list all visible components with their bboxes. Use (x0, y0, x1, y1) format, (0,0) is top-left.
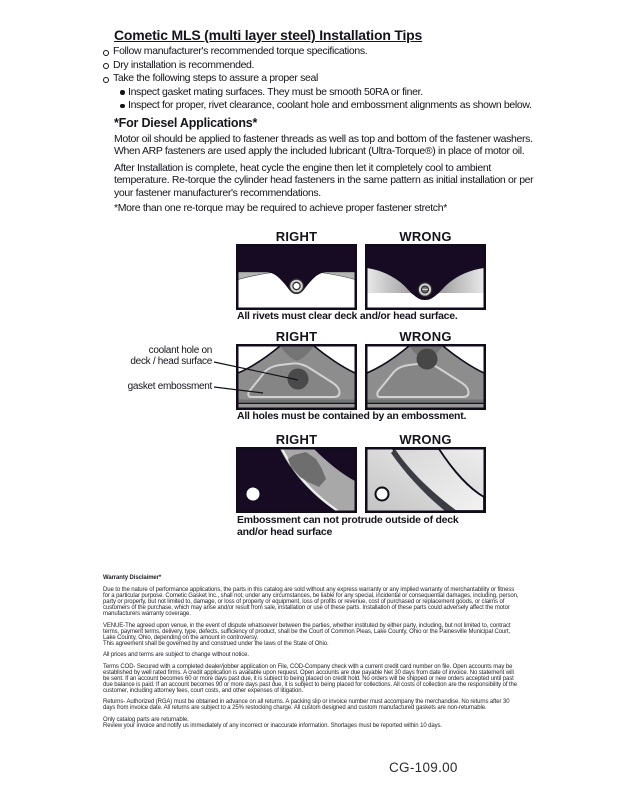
tip-text: Dry installation is recommended. (113, 58, 255, 71)
right-label: RIGHT (275, 432, 318, 447)
filled-bullet-icon (120, 90, 125, 95)
right-label: RIGHT (275, 329, 318, 344)
warranty-paragraph: VENUE-The agreed upon venue, in the event of dispute whatsoever between the parties, whether instituted by either party, including, but not limited to, contract terms, payment terms, delivery, type, defects, sufficiency of product, shall be the Court of Common Pleas, Lake County, Ohio or the Painesville Municipal Court, Lake County, Ohio, depending on the amount in controversy. (103, 622, 511, 641)
list-item (103, 72, 573, 86)
embossment-wrong-diagram (365, 447, 486, 513)
coolant-hole-icon (417, 349, 438, 370)
filled-bullet-icon (120, 104, 125, 109)
warranty-paragraph: Terms COD- Secured with a completed dealer/jobber application on File, COD-Company check with a current credit card number on file. Open accounts may be established by well rated firms. A credit application is available upon request. Open accounts are due payable Net 30 days from date of invoice. No statement will be sent. If an account becomes 60 or more days past due, it is subject to being placed on credit hold. No orders will be shipped or new orders accepted until past due balance is paid. If an account becomes 90 or more days past due, it is subject to being placed for collections. All costs of collection are the responsibility of the customer, including attorney fees, court costs, and other expenses of litigation. (103, 663, 518, 694)
page-title: Cometic MLS (multi layer steel) Installation Tips (114, 27, 423, 43)
tip-text: Take the following steps to assure a proper seal (113, 72, 318, 85)
warranty-paragraph: All prices and terms are subject to change without notice. (103, 652, 249, 658)
rivet-right-diagram (236, 244, 357, 310)
gasket-embossment-label: gasket embossment (127, 381, 212, 392)
bolt-hole-icon (376, 488, 389, 501)
warranty-paragraph: Review your invoice and notify us immediately of any incorrect or inaccurate information. Shortages must be reported within 10 days. (103, 722, 442, 729)
installation-tips-list (103, 45, 573, 113)
coolant-right-illustration (236, 344, 357, 410)
page-code: CG-109.00 (389, 760, 458, 775)
list-item (120, 86, 573, 100)
warranty-paragraph: This agreement shall be governed by and construed under the laws of the State of Ohio. (103, 640, 329, 647)
open-bullet-icon (103, 50, 109, 56)
coolant-hole-icon (288, 369, 309, 390)
embossment-right-diagram (236, 447, 357, 513)
warranty-paragraph: Due to the nature of performance applications, the parts in this catalog are sold without any express warranty or any implied warranty of merchantability or fitness for a particular purpose. Cometic Gasket Inc., shall not, under any circumstances, be liable for any special, incidental or consequential damages, including, person, party or property, but not limited to, damage, or loss of property or equipment, loss of profits or revenue, cost of purchased or replacement goods, or claims of customers of the purchase, which may arise and/or result from sale, installation or use of these parts. Installation of these parts could adversely affect the motor manufacturers warranty coverage. (103, 587, 519, 617)
rivet-wrong-illustration (365, 244, 486, 310)
list-item (103, 59, 573, 73)
rivet-wrong-diagram (365, 244, 486, 310)
tip-text: Inspect for proper, rivet clearance, coolant hole and embossment alignments as shown below. (128, 99, 532, 112)
warranty-heading: Warranty Disclaimer* (103, 575, 162, 581)
open-bullet-icon (103, 77, 109, 83)
right-label: RIGHT (275, 229, 318, 244)
warranty-paragraph: Only catalog parts are returnable. (103, 716, 189, 723)
tip-text: Inspect gasket mating surfaces. They must be smooth 50RA or finer. (128, 85, 423, 98)
wrong-label: WRONG (399, 329, 452, 344)
list-item (103, 45, 573, 59)
wrong-label: WRONG (399, 432, 452, 447)
diesel-section-heading: *For Diesel Applications* (114, 116, 258, 130)
coolant-hole-label: coolant hole on deck / head surface (130, 345, 212, 367)
embossment-right-illustration (236, 447, 357, 513)
wrong-label: WRONG (399, 229, 452, 244)
diagram-caption: Embossment can not protrude outside of deck and/or head surface (237, 514, 459, 538)
retorque-note: *More than one re-torque may be required to achieve proper fastener stretch* (114, 202, 447, 214)
rivet-right-illustration (236, 244, 357, 310)
diesel-paragraph: Motor oil should be applied to fastener threads as well as top and bottom of the fastener washers. When ARP fasteners are used apply the included lubricant (Ultra-Torque®) in place of motor oil. (114, 133, 533, 158)
coolant-wrong-illustration (365, 344, 486, 410)
warranty-disclaimer (103, 575, 519, 734)
diesel-paragraph: After Installation is complete, heat cycle the engine then let it completely cool to ambient temperature. Re-torque the cylinder head fasteners in the same pattern as initial installation or per your fastener manufacturer's recommendations. (114, 162, 534, 199)
coolant-hole-right-diagram (236, 344, 357, 410)
coolant-hole-wrong-diagram (365, 344, 486, 410)
list-item (120, 99, 573, 113)
tip-text: Follow manufacturer's recommended torque specifications. (113, 45, 368, 57)
open-bullet-icon (103, 63, 109, 69)
diagram-caption: All holes must be contained by an embossment. (237, 410, 467, 422)
embossment-wrong-illustration (365, 447, 486, 513)
warranty-paragraph: Returns- Authorized (RGA) must be obtained in advance on all returns. A packing slip or invoice number must accompany the merchandise. No returns after 30 days from invoice date. All returns are subject to a 25% restocking charge. All custom designed and custom manufactured gaskets are non-returnable. (103, 699, 510, 711)
bolt-hole-icon (247, 488, 260, 501)
diagram-caption: All rivets must clear deck and/or head surface. (237, 310, 458, 322)
